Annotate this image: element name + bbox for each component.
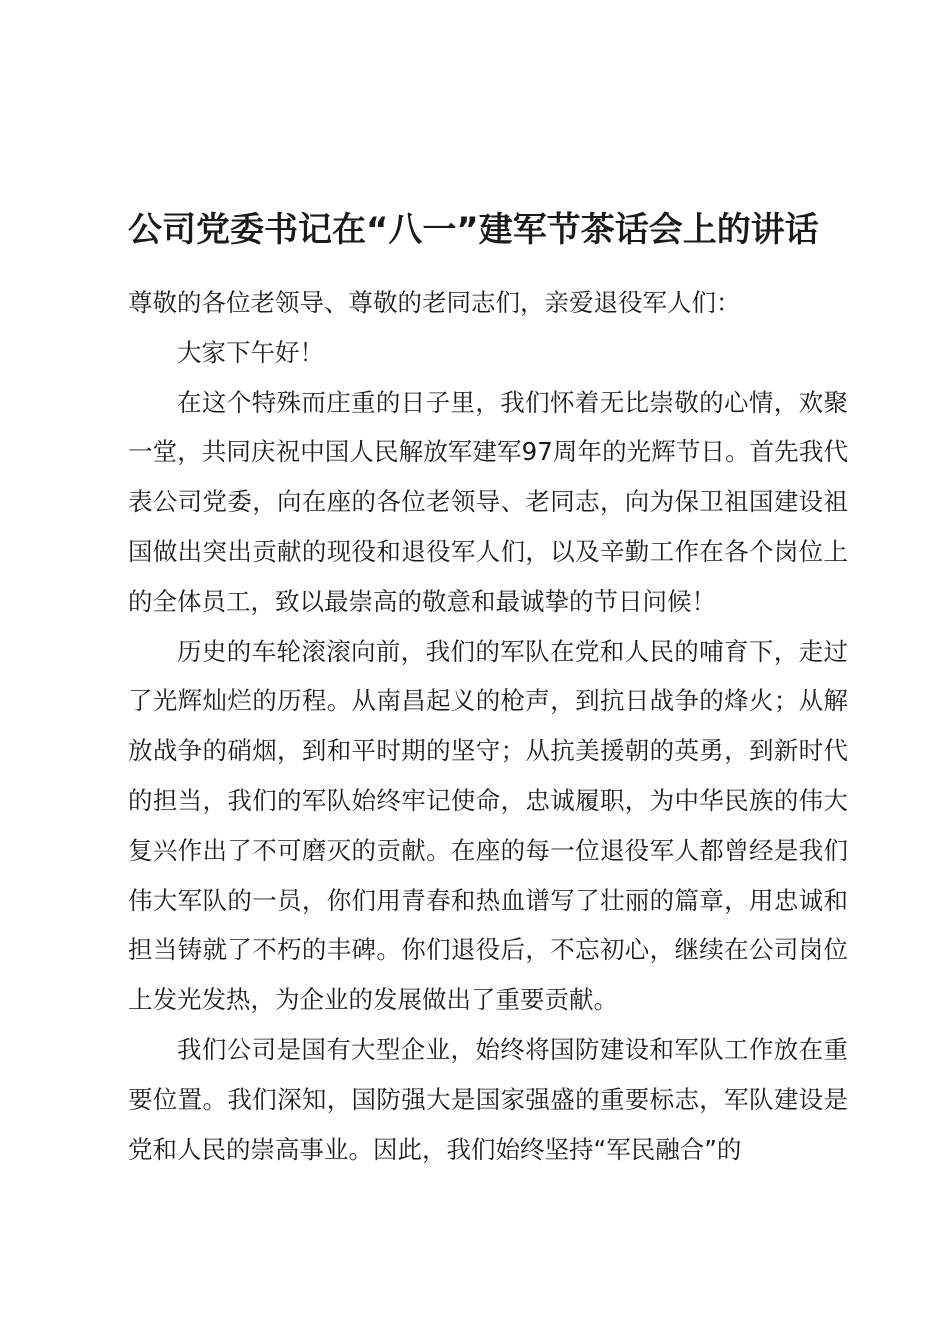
greeting: 大家下午好！ (177, 337, 324, 367)
document-title: 公司党委书记在“八一”建军节茶话会上的讲话 (128, 210, 819, 250)
document-body (128, 278, 848, 1174)
paragraph: 历史的车轮滚滚向前，我们的军队在党和人民的哺育下，走过了光辉灿烂的历程。从南昌起义的枪声，到抗日战争的烽火；从解放战争的硝烟，到和平时期的坚守；从抗美援朝的英勇，到新时代的担当，我们的军队始终牢记使命，忠诚履职，为中华民族的伟大复兴作出了不可磨灭的贡献。在座的每一位退役军人都曾经是我们伟大军队的一员，你们用青春和热血谱写了壮丽的篇章，用忠诚和担当铸就了不朽的丰碑。你们退役后，不忘初心，继续在公司岗位上发光发热，为企业的发展做出了重要贡献。 (128, 636, 848, 1015)
paragraph: 在这个特殊而庄重的日子里，我们怀着无比崇敬的心情，欢聚一堂，共同庆祝中国人民解放军建军97周年的光辉节日。首先我代表公司党委，向在座的各位老领导、老同志，向为保卫祖国建设祖国做出突出贡献的现役和退役军人们，以及辛勤工作在各个岗位上的全体员工，致以最崇高的敬意和最诚挚的节日问候！ (128, 387, 848, 616)
salutation: 尊敬的各位老领导、尊敬的老同志们，亲爱退役军人们： (128, 288, 741, 317)
paragraph: 我们公司是国有大型企业，始终将国防建设和军队工作放在重要位置。我们深知，国防强大是国家强盛的重要标志，军队建设是党和人民的崇高事业。因此，我们始终坚持“军民融合”的 (128, 1034, 848, 1164)
